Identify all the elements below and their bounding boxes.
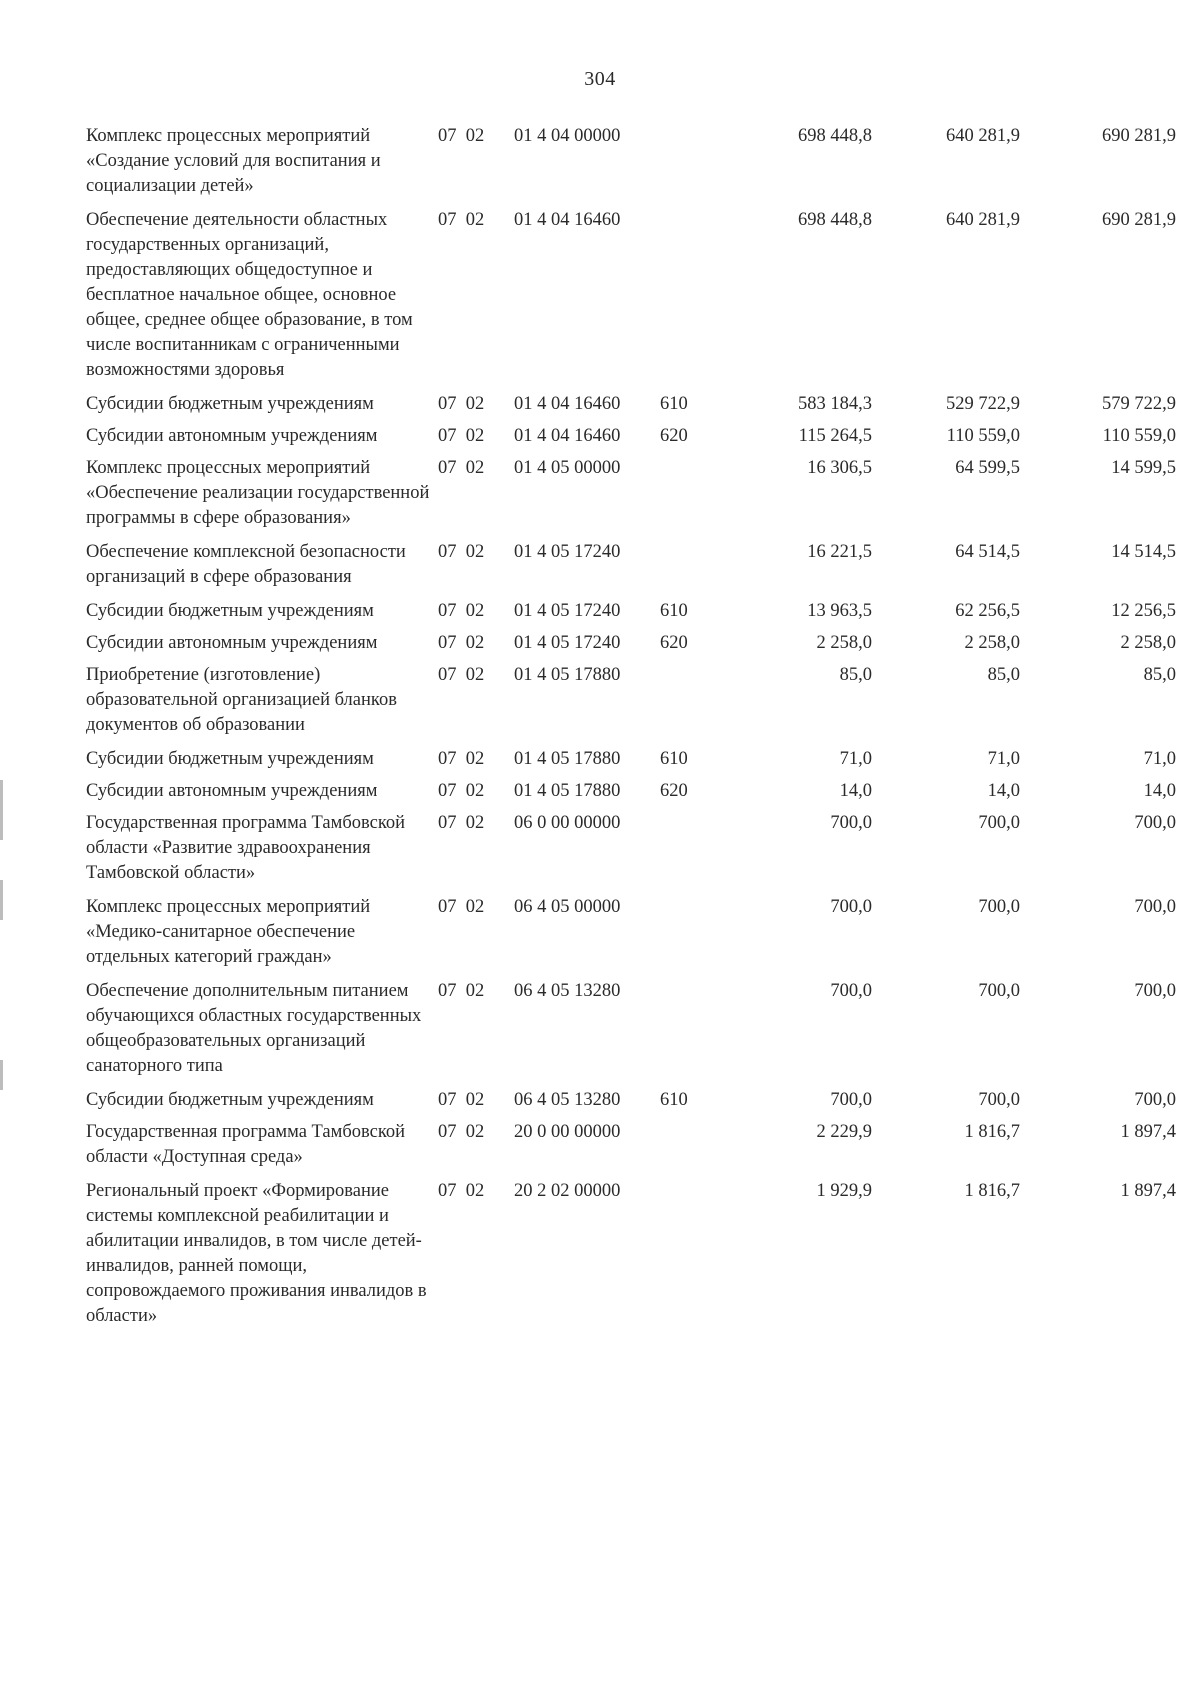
target-article-code: 01 4 05 17880 bbox=[514, 749, 621, 769]
table-row bbox=[86, 392, 1176, 424]
amount-year-3: 110 559,0 bbox=[1102, 426, 1176, 446]
table-row bbox=[86, 979, 1176, 1088]
amount-year-1: 13 963,5 bbox=[807, 601, 872, 621]
item-name: Субсидии бюджетным учреждениям bbox=[86, 394, 374, 414]
amount-year-3: 12 256,5 bbox=[1111, 601, 1176, 621]
amount-year-2: 14,0 bbox=[987, 781, 1020, 801]
table-row bbox=[86, 599, 1176, 631]
item-name: Комплекс процессных мероприятий «Создание условий для воспитания и социализации детей» bbox=[86, 126, 381, 196]
expense-type-code: 610 bbox=[660, 1090, 688, 1110]
amount-year-2: 71,0 bbox=[987, 749, 1020, 769]
target-article-code: 06 0 00 00000 bbox=[514, 813, 621, 833]
amount-year-3: 1 897,4 bbox=[1120, 1181, 1176, 1201]
amount-year-2: 1 816,7 bbox=[964, 1122, 1020, 1142]
amount-year-2: 700,0 bbox=[978, 813, 1020, 833]
amount-year-1: 698 448,8 bbox=[798, 126, 872, 146]
table-row bbox=[86, 424, 1176, 456]
amount-year-1: 71,0 bbox=[839, 749, 872, 769]
section-code: 07 02 bbox=[438, 1090, 485, 1110]
target-article-code: 20 2 02 00000 bbox=[514, 1181, 621, 1201]
target-article-code: 06 4 05 00000 bbox=[514, 897, 621, 917]
section-code: 07 02 bbox=[438, 749, 485, 769]
item-name: Субсидии бюджетным учреждениям bbox=[86, 1090, 374, 1110]
amount-year-1: 2 258,0 bbox=[816, 633, 872, 653]
expense-type-code bbox=[660, 124, 714, 208]
item-name: Субсидии автономным учреждениям bbox=[86, 781, 378, 801]
section-code: 07 02 bbox=[438, 210, 485, 230]
item-name: Государственная программа Тамбовской области «Доступная среда» bbox=[86, 1122, 406, 1167]
item-name: Обеспечение деятельности областных государственных организаций, предоставляющих общедоступное и бесплатное начальное общее, основное общее, среднее общее образование, в том числе воспитанникам с ограниченными возможностями здоровья bbox=[86, 210, 413, 380]
amount-year-1: 700,0 bbox=[830, 1090, 872, 1110]
expense-type-code bbox=[660, 1179, 714, 1338]
amount-year-1: 14,0 bbox=[839, 781, 872, 801]
amount-year-3: 1 897,4 bbox=[1120, 1122, 1176, 1142]
amount-year-2: 529 722,9 bbox=[946, 394, 1020, 414]
scan-edge-mark bbox=[0, 880, 3, 920]
table-row bbox=[86, 895, 1176, 979]
expense-type-code bbox=[660, 1120, 714, 1179]
section-code: 07 02 bbox=[438, 1122, 485, 1142]
section-code: 07 02 bbox=[438, 897, 485, 917]
item-name: Субсидии бюджетным учреждениям bbox=[86, 601, 374, 621]
table-row bbox=[86, 663, 1176, 747]
table-row bbox=[86, 540, 1176, 599]
amount-year-3: 71,0 bbox=[1143, 749, 1176, 769]
amount-year-3: 85,0 bbox=[1143, 665, 1176, 685]
section-code: 07 02 bbox=[438, 813, 485, 833]
table-row bbox=[86, 1120, 1176, 1179]
section-code: 07 02 bbox=[438, 426, 485, 446]
section-code: 07 02 bbox=[438, 542, 485, 562]
table-row bbox=[86, 124, 1176, 208]
expense-type-code: 620 bbox=[660, 781, 688, 801]
target-article-code: 01 4 05 17880 bbox=[514, 665, 621, 685]
budget-table bbox=[86, 124, 1176, 1338]
table-row bbox=[86, 811, 1176, 895]
table-row bbox=[86, 779, 1176, 811]
amount-year-3: 579 722,9 bbox=[1102, 394, 1176, 414]
expense-type-code bbox=[660, 208, 714, 392]
amount-year-3: 14,0 bbox=[1143, 781, 1176, 801]
target-article-code: 06 4 05 13280 bbox=[514, 981, 621, 1001]
amount-year-2: 700,0 bbox=[978, 981, 1020, 1001]
target-article-code: 01 4 04 00000 bbox=[514, 126, 621, 146]
item-name: Субсидии бюджетным учреждениям bbox=[86, 749, 374, 769]
amount-year-1: 1 929,9 bbox=[816, 1181, 872, 1201]
table-row bbox=[86, 456, 1176, 540]
scan-edge-mark bbox=[0, 780, 3, 840]
expense-type-code bbox=[660, 979, 714, 1088]
section-code: 07 02 bbox=[438, 981, 485, 1001]
table-row bbox=[86, 1179, 1176, 1338]
item-name: Комплекс процессных мероприятий «Медико-санитарное обеспечение отдельных категорий граждан» bbox=[86, 897, 371, 967]
target-article-code: 01 4 05 17240 bbox=[514, 633, 621, 653]
section-code: 07 02 bbox=[438, 781, 485, 801]
amount-year-2: 85,0 bbox=[987, 665, 1020, 685]
target-article-code: 01 4 05 17240 bbox=[514, 601, 621, 621]
section-code: 07 02 bbox=[438, 1181, 485, 1201]
section-code: 07 02 bbox=[438, 394, 485, 414]
table-row bbox=[86, 631, 1176, 663]
amount-year-1: 698 448,8 bbox=[798, 210, 872, 230]
amount-year-1: 583 184,3 bbox=[798, 394, 872, 414]
item-name: Обеспечение дополнительным питанием обучающихся областных государственных общеобразовательных организаций санаторного типа bbox=[86, 981, 422, 1076]
amount-year-3: 690 281,9 bbox=[1102, 210, 1176, 230]
amount-year-2: 2 258,0 bbox=[964, 633, 1020, 653]
item-name: Комплекс процессных мероприятий «Обеспечение реализации государственной программы в сфере образования» bbox=[86, 458, 430, 528]
amount-year-2: 700,0 bbox=[978, 897, 1020, 917]
amount-year-2: 64 599,5 bbox=[955, 458, 1020, 478]
item-name: Субсидии автономным учреждениям bbox=[86, 633, 378, 653]
item-name: Приобретение (изготовление) образовательной организацией бланков документов об образовании bbox=[86, 665, 397, 735]
amount-year-1: 85,0 bbox=[839, 665, 872, 685]
expense-type-code bbox=[660, 811, 714, 895]
table-row bbox=[86, 208, 1176, 392]
amount-year-3: 690 281,9 bbox=[1102, 126, 1176, 146]
expense-type-code bbox=[660, 540, 714, 599]
expense-type-code: 610 bbox=[660, 601, 688, 621]
target-article-code: 01 4 05 17240 bbox=[514, 542, 621, 562]
table-row bbox=[86, 1088, 1176, 1120]
target-article-code: 01 4 05 00000 bbox=[514, 458, 621, 478]
amount-year-2: 640 281,9 bbox=[946, 210, 1020, 230]
amount-year-1: 700,0 bbox=[830, 981, 872, 1001]
section-code: 07 02 bbox=[438, 458, 485, 478]
scan-edge-mark bbox=[0, 1060, 3, 1090]
amount-year-1: 2 229,9 bbox=[816, 1122, 872, 1142]
amount-year-1: 115 264,5 bbox=[798, 426, 872, 446]
table-row bbox=[86, 747, 1176, 779]
section-code: 07 02 bbox=[438, 633, 485, 653]
expense-type-code: 610 bbox=[660, 749, 688, 769]
expense-type-code: 620 bbox=[660, 426, 688, 446]
item-name: Обеспечение комплексной безопасности организаций в сфере образования bbox=[86, 542, 406, 587]
amount-year-3: 700,0 bbox=[1134, 897, 1176, 917]
amount-year-3: 700,0 bbox=[1134, 813, 1176, 833]
target-article-code: 01 4 05 17880 bbox=[514, 781, 621, 801]
expense-type-code: 620 bbox=[660, 633, 688, 653]
amount-year-3: 700,0 bbox=[1134, 981, 1176, 1001]
amount-year-2: 64 514,5 bbox=[955, 542, 1020, 562]
section-code: 07 02 bbox=[438, 601, 485, 621]
expense-type-code bbox=[660, 895, 714, 979]
target-article-code: 20 0 00 00000 bbox=[514, 1122, 621, 1142]
amount-year-1: 16 306,5 bbox=[807, 458, 872, 478]
amount-year-3: 14 599,5 bbox=[1111, 458, 1176, 478]
target-article-code: 01 4 04 16460 bbox=[514, 426, 621, 446]
amount-year-3: 700,0 bbox=[1134, 1090, 1176, 1110]
amount-year-3: 14 514,5 bbox=[1111, 542, 1176, 562]
amount-year-1: 700,0 bbox=[830, 813, 872, 833]
amount-year-2: 700,0 bbox=[978, 1090, 1020, 1110]
amount-year-2: 62 256,5 bbox=[955, 601, 1020, 621]
expense-type-code: 610 bbox=[660, 394, 688, 414]
target-article-code: 06 4 05 13280 bbox=[514, 1090, 621, 1110]
item-name: Государственная программа Тамбовской области «Развитие здравоохранения Тамбовской области» bbox=[86, 813, 406, 883]
expense-type-code bbox=[660, 663, 714, 747]
expense-type-code bbox=[660, 456, 714, 540]
section-code: 07 02 bbox=[438, 126, 485, 146]
target-article-code: 01 4 04 16460 bbox=[514, 210, 621, 230]
amount-year-2: 1 816,7 bbox=[964, 1181, 1020, 1201]
amount-year-2: 110 559,0 bbox=[946, 426, 1020, 446]
amount-year-3: 2 258,0 bbox=[1120, 633, 1176, 653]
item-name: Региональный проект «Формирование системы комплексной реабилитации и абилитации инвалидов, в том числе детей-инвалидов, ранней помощи, сопровождаемого проживания инвалидов в области» bbox=[86, 1181, 427, 1326]
amount-year-1: 16 221,5 bbox=[807, 542, 872, 562]
page-number: 304 bbox=[584, 68, 616, 90]
amount-year-1: 700,0 bbox=[830, 897, 872, 917]
amount-year-2: 640 281,9 bbox=[946, 126, 1020, 146]
section-code: 07 02 bbox=[438, 665, 485, 685]
target-article-code: 01 4 04 16460 bbox=[514, 394, 621, 414]
item-name: Субсидии автономным учреждениям bbox=[86, 426, 378, 446]
